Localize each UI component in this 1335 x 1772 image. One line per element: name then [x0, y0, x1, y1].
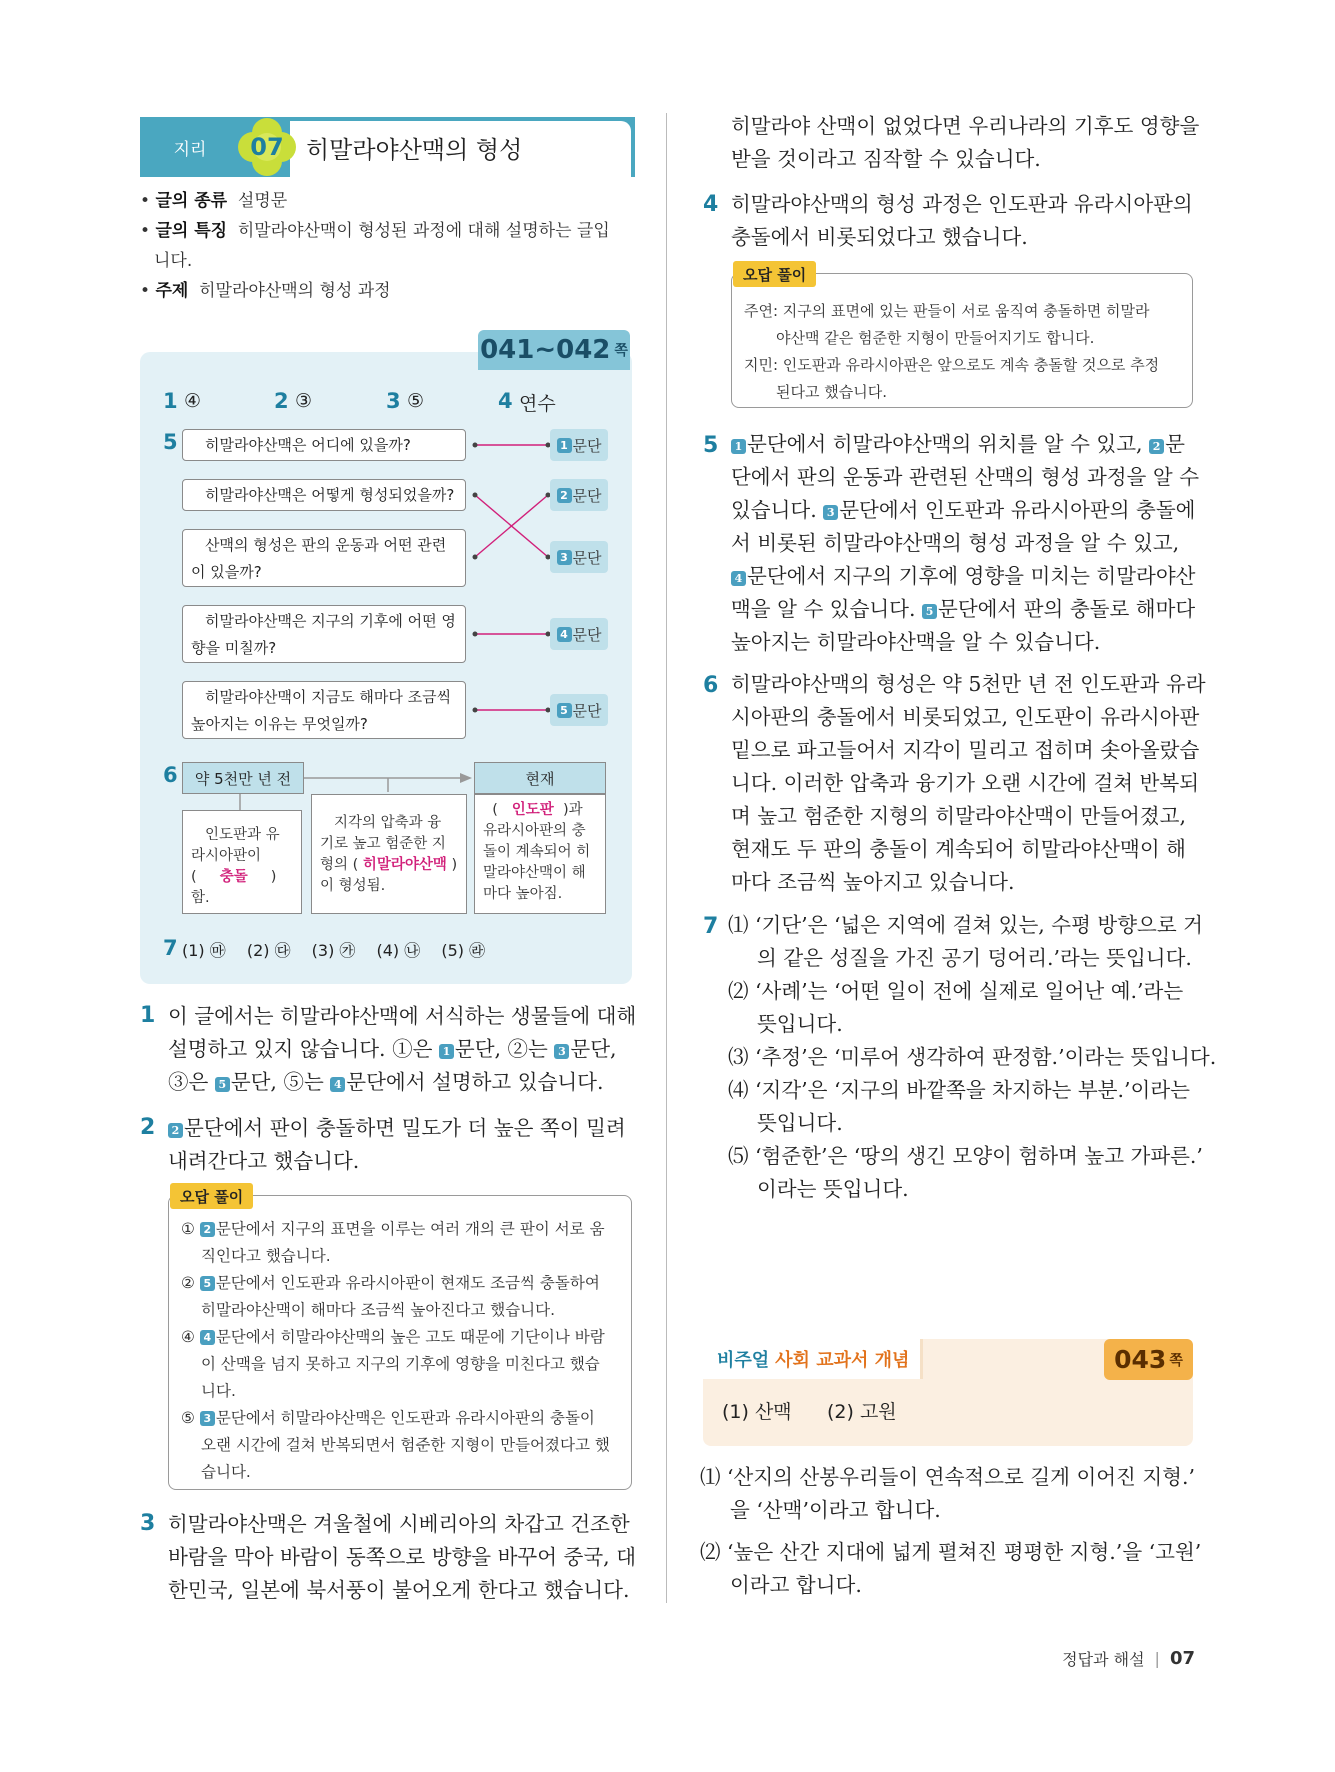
column-divider [666, 113, 667, 1603]
visual-concept-page-tab: 043 쪽 [1104, 1339, 1193, 1380]
q6-blank-himalaya: 히말라야산맥 [362, 857, 447, 873]
q6-cell-past: 인도판과 유 라시아판이 ( 충돌 )함. [182, 810, 302, 914]
page-title: 히말라야산맥의 형성 [306, 135, 523, 164]
q5-question-4: 히말라야산맥은 지구의 기후에 어떤 영향을 미칠까? [182, 605, 466, 663]
q5-question-3: 산맥의 형성은 판의 운동과 어떤 관련이 있을까? [182, 529, 466, 587]
q2-answer: ③ [295, 390, 313, 412]
page-footer [1062, 1647, 1195, 1670]
q5-question-5: 히말라야산맥이 지금도 해마다 조금씩 높아지는 이유는 무엇일까? [182, 681, 466, 739]
q5-question-2: 히말라야산맥은 어떻게 형성되었을까? [182, 479, 466, 511]
explanation-7: ⑴ ‘기단’은 ‘넓은 지역에 걸쳐 있는, 수평 방향으로 거 의 같은 성질을 가진 공기 덩어리.’라는 뜻입니다. ⑵ ‘사례’는 ‘어떤 일이 전에 실제로 일어난 예.’라는 뜻입니다. ⑶ ‘추정’은 ‘미루어 생각하여 판정함.’이라는 뜻입니다. ⑷ ‘지각’은 ‘지구의 바깥쪽을 차지하는 부분.’이라는 뜻입니다. ⑸ ‘험준한’은 ‘땅의 생긴 모양이 험하며 높고 가파른.’ 이라는 뜻입니다. [728, 913, 1217, 1201]
q5-paragraph-4: 4 문단 [550, 618, 608, 650]
q2-number: 2 [274, 389, 289, 413]
q4-number: 4 [498, 389, 513, 413]
visual-answer-1: (1) 산맥 [722, 1401, 792, 1423]
wrong-answer-box-left: ① 2 문단에서 지구의 표면을 이루는 여러 개의 큰 판이 서로 움 직인다고 했습니다. ② 5 문단에서 인도판과 유라시아판이 현재도 조금씩 충돌하여 히말라야산맥이 해마다 조금씩 높아진다고 했습니다. ④ 4 문단에서 히말라야산맥의 높은 고도 때문에 기단이나 바람 이 산맥을 넘지 못하고 지구의 기후에 영향을 미친다고 했습 니다. ⑤ 3 문단에서 히말라야산맥은 인도판과 유라시아판의 충돌이 오랜 시간에 걸쳐 반복되면서 험준한 지형이 만들어졌다고 했 습니다. [168, 1195, 632, 1490]
visual-concept-title: 비주얼 사회 교과서 개념 [703, 1339, 923, 1379]
q1-answer: ④ [184, 390, 202, 412]
explanation-6-number: 6 [703, 673, 719, 698]
info-type: • 글의 종류 설명문 [140, 191, 288, 211]
q1-number: 1 [163, 389, 178, 413]
wrong-answer-tag-right: 오답 풀이 [733, 261, 816, 287]
q4-answer: 연수 [519, 393, 556, 415]
explanation-1-number: 1 [140, 1003, 156, 1028]
explanation-6: 히말라야산맥의 형성은 약 5천만 년 전 인도판과 유라 시아판의 충돌에서 비롯되었고, 인도판이 유라시아판 밑으로 파고들어서 지각이 밀리고 접히며 솟아올랐습 니다. 이러한 압축과 융기가 오랜 시간에 걸쳐 반복되 며 높고 험준한 지형의 히말라야산맥이 만들어졌고, 현재도 두 판의 충돌이 계속되어 히말라야산맥이 해 마다 조금씩 높아지고 있습니다. [731, 672, 1206, 894]
lesson-number: 07 [250, 133, 284, 161]
q5-paragraph-2: 2 문단 [550, 479, 608, 511]
page-number: 07 [1169, 1648, 1195, 1669]
q5-number: 5 [163, 430, 178, 454]
wrong-answer-tag-left: 오답 풀이 [170, 1183, 253, 1209]
info-theme: • 주제 히말라야산맥의 형성 과정 [140, 281, 391, 301]
explanation-3: 히말라야산맥은 겨울철에 시베리아의 차갑고 건조한 바람을 막아 바람이 동쪽으로 방향을 바꾸어 중국, 대 한민국, 일본에 북서풍이 불어오게 한다고 했습니다. [168, 1512, 636, 1602]
explanation-2: 2 문단에서 판이 충돌하면 밀도가 더 높은 쪽이 밀려 내려간다고 했습니다. [168, 1116, 626, 1173]
info-feature-cont: 니다. [154, 251, 193, 271]
q6-connector [235, 794, 245, 810]
explanation-4: 히말라야산맥의 형성 과정은 인도판과 유라시아판의 충돌에서 비롯되었다고 했습니다. [731, 192, 1193, 249]
q3-answer: ⑤ [407, 390, 425, 412]
q3-number: 3 [386, 389, 401, 413]
q6-head-present: 현재 [474, 762, 606, 794]
q6-head-past: 약 5천만 년 전 [182, 762, 304, 794]
footer-separator: | [1154, 1649, 1160, 1668]
q7-answer: (1) ㉲ (2) ㉰ (3) ㉮ (4) ㉯ (5) ㉱ [182, 941, 486, 960]
explanation-5-number: 5 [703, 433, 719, 458]
q5-paragraph-1: 1 문단 [550, 429, 608, 461]
subject-label: 지리 [173, 139, 207, 160]
q6-arrow [304, 770, 474, 792]
visual-explanation: ⑴ ‘산지의 산봉우리들이 연속적으로 길게 이어진 지형.’ 을 ‘산맥’이라고 합니다. ⑵ ‘높은 산간 지대에 넓게 펼쳐진 평평한 지형.’을 ‘고원’ 이라고 합니다. [700, 1465, 1202, 1597]
explanation-3-number: 3 [140, 1511, 156, 1536]
q5-question-1: 히말라야산맥은 어디에 있을까? [182, 429, 466, 461]
q7-number: 7 [163, 936, 178, 960]
visual-answer-2: (2) 고원 [827, 1401, 897, 1423]
explanation-3-continued: 히말라야 산맥이 없었다면 우리나라의 기후도 영향을 받을 것이라고 짐작할 수 있습니다. [731, 114, 1200, 171]
q5-paragraph-5: 5 문단 [550, 694, 608, 726]
wrong-answer-box-right: 주연: 지구의 표면에 있는 판들이 서로 움직여 충돌하면 히말라 야산맥 같은 험준한 지형이 만들어지기도 합니다. 지민: 인도판과 유라시아판은 앞으로도 계속 충돌할 것으로 추정 된다고 했습니다. [731, 273, 1193, 408]
explanation-4-number: 4 [703, 192, 719, 217]
info-feature: • 글의 특징 히말라야산맥이 형성된 과정에 대해 설명하는 글입 [140, 221, 610, 241]
explanation-5: 1 문단에서 히말라야산맥의 위치를 알 수 있고, 2 문 단에서 판의 운동과 관련된 산맥의 형성 과정을 알 수 있습니다. 3 문단에서 인도판과 유라시아판의 충돌에 서 비롯된 히말라야산맥의 형성 과정을 알 수 있고, 4 문단에서 지구의 기후에 영향을 미치는 히말라야산 맥을 알 수 있습니다. 5 문단에서 판의 충돌로 해마다 높아지는 히말라야산맥을 알 수 있습니다. [731, 432, 1199, 654]
page-range-tab: 041~042 쪽 [478, 330, 630, 370]
footer-label: 정답과 해설 [1062, 1650, 1145, 1669]
q6-cell-middle: 지각의 압축과 융 기로 높고 험준한 지 형의 ( 히말라야산맥 ) 이 형성됨. [311, 794, 467, 914]
q6-number: 6 [163, 763, 178, 787]
explanation-1: 이 글에서는 히말라야산맥에 서식하는 생물들에 대해 설명하고 있지 않습니다. ①은 1 문단, ②는 3 문단, ③은 5 문단, ⑤는 4 문단에서 설명하고 있습니다. [168, 1004, 637, 1094]
q5-paragraph-3: 3 문단 [550, 541, 608, 573]
q6-blank-collision: 충돌 [219, 869, 248, 885]
q6-blank-indian-plate: 인도판 [511, 802, 554, 818]
explanation-2-number: 2 [140, 1115, 156, 1140]
q5-connector-lines [466, 430, 556, 730]
q6-cell-present: ( 인도판 )과 유라시아판의 충 돌이 계속되어 히 말라야산맥이 해 마다 높아짐. [474, 794, 606, 914]
explanation-7-number: 7 [703, 914, 719, 939]
